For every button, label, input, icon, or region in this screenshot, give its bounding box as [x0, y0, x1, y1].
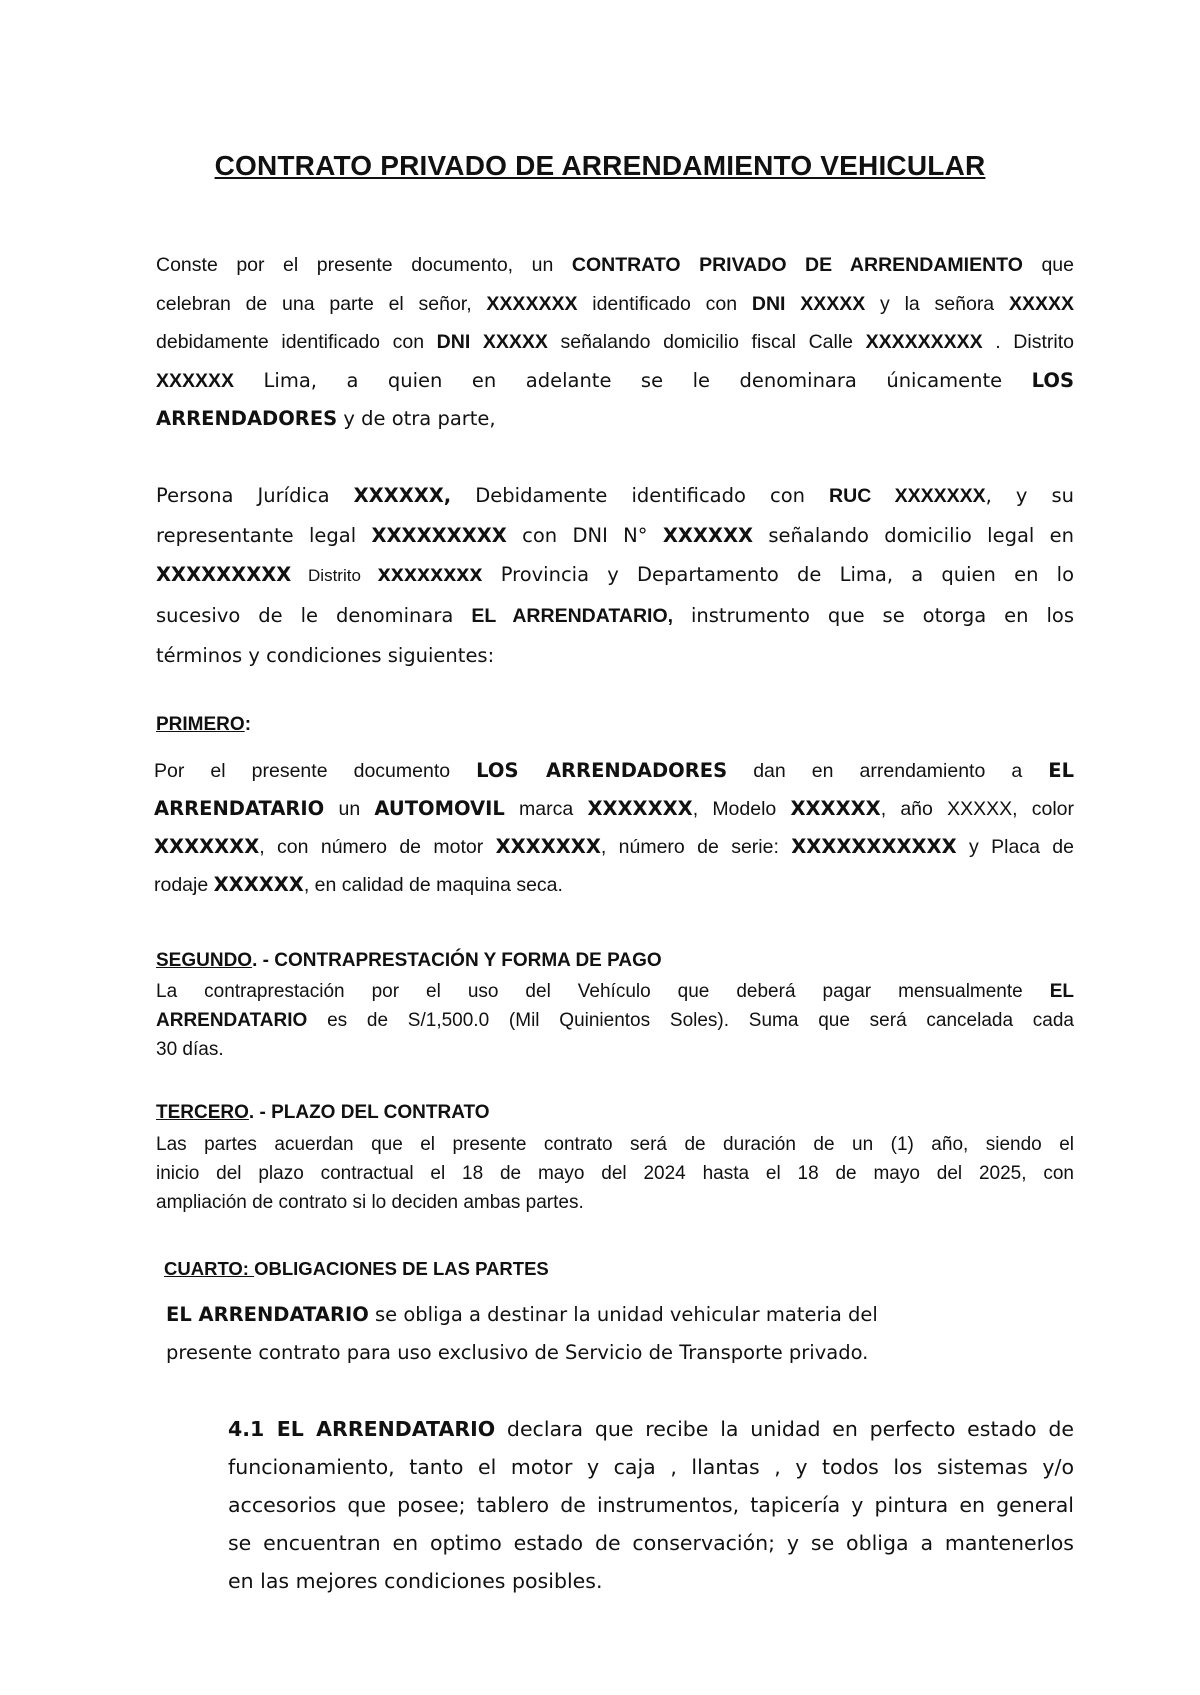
heading-text: OBLIGACIONES DE LAS PARTES	[254, 1258, 549, 1279]
text-span-bold: XXXXXXXXX	[156, 563, 292, 586]
text-span: declara que recibe la unidad en perfecto estado de	[495, 1417, 1074, 1441]
segundo-line-3	[156, 1035, 1074, 1064]
heading-text: TERCERO	[156, 1102, 249, 1123]
text-span-bold: LOS	[1031, 368, 1074, 392]
intro2-line-1	[156, 476, 1074, 516]
text-span: rodaje	[154, 874, 214, 896]
text-span-bold: XXXXXXX	[495, 835, 601, 858]
section-heading-tercero	[156, 1102, 490, 1124]
text-span-bold: XXXXXXX	[587, 797, 693, 820]
text-span-bold: XXXXXX,	[353, 484, 452, 507]
text-span-bold: EL	[1048, 759, 1075, 782]
text-span: , y su	[985, 484, 1074, 507]
heading-text: . - PLAZO DEL CONTRATO	[248, 1102, 490, 1123]
text-span-bold: XXXXXX	[213, 873, 304, 896]
intro2-line-2	[156, 516, 1074, 555]
intro-paragraph-2	[156, 476, 1074, 675]
intro2-line-4	[156, 596, 1074, 636]
segundo-line-2	[156, 1006, 1074, 1035]
cuarto-line-1	[166, 1296, 986, 1334]
text-span: debidamente identificado con	[156, 331, 437, 353]
section-heading-primero	[156, 714, 251, 736]
text-span: , Modelo	[692, 798, 791, 820]
text-span-bold: ARRENDATARIO	[154, 797, 325, 820]
text-span-bold: XXXXX	[1008, 292, 1074, 315]
clause-4-1-line-4: se encuentran en optimo estado de conservación; y se obliga a mantenerlos	[228, 1531, 1074, 1555]
text-span-bold: XXXXXXXXXXX	[791, 835, 957, 858]
text-span-bold: ARRENDATARIO	[156, 1010, 308, 1031]
text-span: que	[1022, 254, 1074, 276]
text-span-bold: XXXXXXX	[154, 835, 260, 858]
text-span: Por el presente documento	[154, 760, 477, 782]
intro2-line-5	[156, 636, 1074, 675]
tercero-line-2: inicio del plazo contractual el 18 de mayo del 2024 hasta el 18 de mayo del 2025, con	[156, 1163, 1074, 1184]
text-span: y la señora	[865, 292, 1009, 315]
clause-4-1-line-2: funcionamiento, tanto el motor y caja , llantas , y todos los sistemas y/o	[228, 1455, 1074, 1479]
intro-paragraph-1	[156, 246, 1074, 439]
text-span-bold: EL ARRENDATARIO	[166, 1303, 369, 1326]
section-body-cuarto	[166, 1296, 986, 1372]
section-heading-segundo	[156, 950, 662, 972]
text-span: y de otra parte,	[337, 407, 496, 430]
text-span-bold: XXXXXX	[790, 797, 881, 820]
clause-4-1-line-5: en las mejores condiciones posibles.	[228, 1569, 603, 1593]
text-span-bold: XXXXXXXXX	[371, 524, 507, 547]
section-body-segundo	[156, 977, 1074, 1064]
text-span-bold: XXXXXXX	[486, 292, 578, 315]
primero-line-4	[154, 866, 1074, 904]
text-span: sucesivo de le denominara	[156, 604, 472, 627]
primero-line-2	[154, 790, 1074, 828]
tercero-line-1: Las partes acuerdan que el presente contrato será de duración de un (1) año, siendo el	[156, 1134, 1074, 1155]
text-span-bold: LOS ARRENDADORES	[476, 759, 728, 782]
text-span: dan en arrendamiento a	[727, 760, 1049, 782]
text-span: . Distrito	[982, 331, 1074, 353]
text-span-bold: XXXXXXXXX	[865, 331, 983, 353]
section-body-primero	[154, 752, 1074, 904]
text-span-bold: XXXXXX	[156, 369, 235, 392]
primero-line-3	[154, 828, 1074, 866]
section-body-tercero	[156, 1130, 1074, 1217]
clause-4-1-line-1	[228, 1410, 1074, 1448]
heading-colon: :	[244, 714, 252, 735]
text-span: Persona Jurídica	[156, 484, 354, 507]
text-span: se obliga a destinar la unidad vehicular materia del	[368, 1303, 878, 1326]
text-span: , en calidad de maquina seca.	[303, 874, 563, 896]
intro1-line-4	[156, 362, 1074, 401]
text-span: presente contrato para uso exclusivo de Servicio de Transporte privado.	[166, 1341, 869, 1364]
text-span: con DNI N°	[506, 524, 663, 547]
text-span: , año XXXXX, color	[880, 798, 1075, 820]
clause-4-1-line-3: accesorios que posee; tablero de instrumentos, tapicería y pintura en general	[228, 1493, 1074, 1517]
segundo-line-1	[156, 977, 1074, 1006]
text-span: celebran de una parte el señor,	[156, 292, 487, 315]
intro1-line-1	[156, 246, 1074, 285]
heading-text: SEGUNDO	[156, 950, 253, 971]
text-span-bold: RUC XXXXXXX	[829, 485, 986, 507]
intro2-line-3	[156, 555, 1074, 596]
text-span: Lima, a quien en adelante se le denominara únicamente	[234, 368, 1032, 392]
text-span: Conste por el presente documento, un	[156, 254, 572, 276]
text-span: , con número de motor	[259, 836, 496, 858]
document-title: CONTRATO PRIVADO DE ARRENDAMIENTO VEHICULAR	[214, 150, 986, 181]
text-span-bold: EL	[1049, 981, 1074, 1002]
text-span: Debidamente identificado con	[451, 484, 830, 507]
heading-text: . - CONTRAPRESTACIÓN Y FORMA DE PAGO	[252, 950, 662, 971]
intro1-line-2	[156, 285, 1074, 324]
text-span-bold: XXXXXX	[662, 524, 754, 547]
section-heading-cuarto	[164, 1258, 549, 1280]
intro1-line-3	[156, 323, 1074, 362]
text-span: Provincia y Departamento de Lima, a quien en lo	[482, 563, 1075, 586]
text-span: términos y condiciones siguientes:	[156, 644, 495, 667]
text-span: Distrito	[291, 566, 378, 585]
text-span: es de S/1,500.0 (Mil Quinientos Soles). Suma que será cancelada cada	[307, 1010, 1074, 1031]
text-span: señalando domicilio legal en	[753, 524, 1075, 547]
heading-text: PRIMERO	[156, 714, 245, 735]
intro1-line-5	[156, 400, 1074, 439]
text-span: marca	[504, 798, 588, 820]
text-span: identificado con	[577, 292, 752, 315]
tercero-line-3: ampliación de contrato si lo deciden ambas partes.	[156, 1192, 584, 1213]
text-span: La contraprestación por el uso del Vehículo que deberá pagar mensualmente	[156, 981, 1050, 1002]
text-span-bold: AUTOMOVIL	[374, 797, 505, 820]
text-span: y Placa de	[956, 836, 1074, 858]
text-span-bold: CONTRATO PRIVADO DE ARRENDAMIENTO	[571, 254, 1023, 276]
text-span: , número de serie:	[600, 836, 792, 858]
text-span-bold: 4.1 EL ARRENDATARIO	[228, 1417, 496, 1441]
text-span: instrumento que se otorga en los	[673, 604, 1074, 627]
text-span: 30 días.	[156, 1039, 224, 1060]
primero-line-1	[154, 752, 1074, 790]
text-span-bold: DNI XXXXX	[751, 292, 866, 315]
text-span: un	[324, 798, 375, 820]
clause-4-1	[228, 1410, 1074, 1600]
text-span: señalando domicilio fiscal Calle	[547, 331, 866, 353]
text-span-bold: EL ARRENDATARIO,	[471, 605, 674, 627]
text-span-bold: ARRENDADORES	[156, 407, 338, 430]
text-span-bold: DNI XXXXX	[436, 331, 548, 353]
heading-text: CUARTO:	[164, 1258, 255, 1279]
text-span: representante legal	[156, 524, 372, 547]
text-span-bold: XXXXXXXX	[377, 566, 483, 586]
cuarto-line-2	[166, 1334, 986, 1372]
